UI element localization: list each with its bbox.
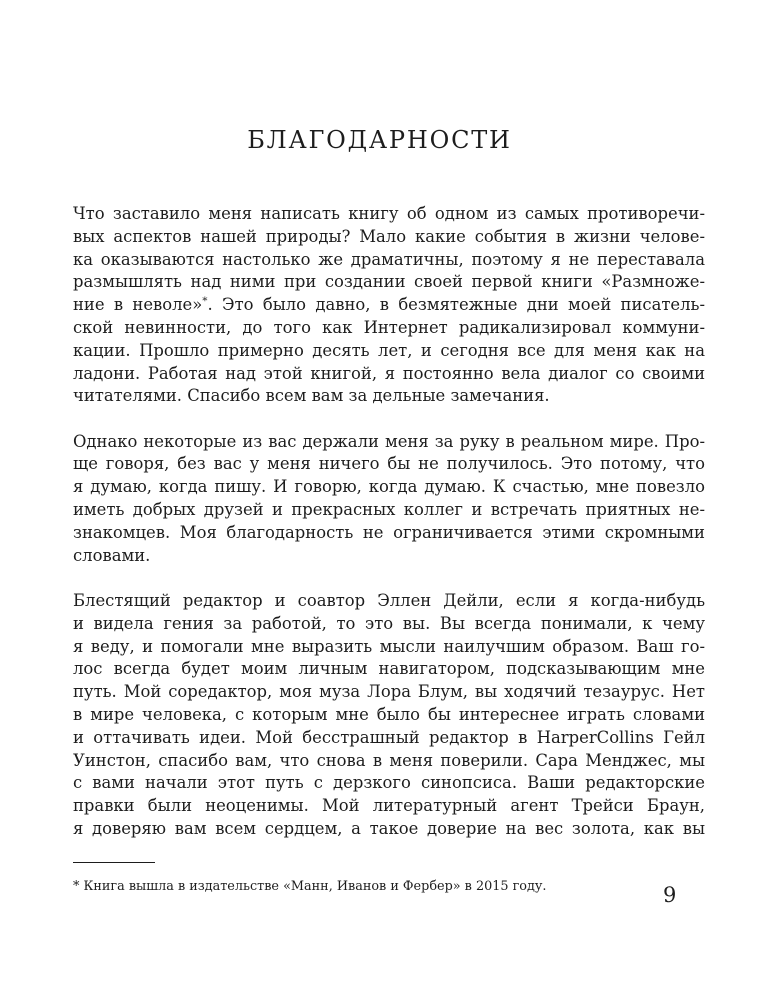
body-text	[73, 203, 705, 841]
text-line: кации. Прошло примерно десять лет, и сегодня все для меня как на	[73, 340, 705, 360]
text-line: знакомцев. Моя благодарность не ограничивается этими скромными	[73, 522, 705, 542]
page-number: 9	[663, 883, 677, 907]
text-line: в мире человека, с которым мне было бы интереснее играть словами	[73, 704, 705, 724]
text-line: ладони. Работая над этой книгой, я постоянно вела диалог со своими	[73, 363, 705, 383]
paragraph	[73, 590, 705, 841]
text-line: ще говоря, без вас у меня ничего бы не получилось. Это потому, что	[73, 454, 705, 474]
page-title: БЛАГОДАРНОСТИ	[247, 126, 512, 154]
text-line: иметь добрых друзей и прекрасных коллег и встречать приятных не-	[73, 500, 705, 520]
text-line: Однако некоторые из вас держали меня за руку в реальном мире. Про-	[73, 431, 705, 451]
paragraph	[73, 431, 705, 568]
text-line: и видела гения за работой, то это вы. Вы всегда понимали, к чему	[73, 613, 705, 633]
text-line: Блестящий редактор и соавтор Эллен Дейли, если я когда-нибудь	[73, 590, 705, 610]
text-line: вых аспектов нашей природы? Мало какие события в жизни челове-	[73, 226, 705, 246]
text-line: Уинстон, спасибо вам, что снова в меня поверили. Сара Менджес, мы	[73, 750, 705, 770]
text-line: с вами начали этот путь с дерзкого синопсиса. Ваши редакторские	[73, 773, 705, 793]
text-line-segment: ние в неволе»	[73, 295, 203, 315]
text-line: лос всегда будет моим личным навигатором, подсказывающим мне	[73, 659, 705, 679]
text-line: ка оказываются настолько же драматичны, поэтому я не переставала	[73, 249, 705, 269]
text-line: путь. Мой соредактор, моя муза Лора Блум, вы ходячий тезаурус. Нет	[73, 682, 705, 702]
text-line-segment: . Это было давно, в безмятежные дни моей писатель-	[207, 295, 706, 315]
text-line: я доверяю вам всем сердцем, а такое доверие на вес золота, как вы	[73, 818, 705, 838]
text-line: ской невинности, до того как Интернет радикализировал коммуни-	[73, 317, 705, 337]
text-line: я думаю, когда пишу. И говорю, когда думаю. К счастью, мне повезло	[73, 477, 705, 497]
text-line: читателями. Спасибо всем вам за дельные замечания.	[73, 386, 550, 406]
text-line: правки были неоценимы. Мой литературный агент Трейси Браун,	[73, 796, 705, 816]
footnote-mark: *	[202, 295, 208, 308]
text-line: и оттачивать идеи. Мой бесстрашный редактор в HarperCollins Гейл	[73, 727, 705, 747]
text-line: словами.	[73, 545, 151, 565]
footnote-rule	[73, 862, 155, 863]
footnote: * Книга вышла в издательстве «Манн, Иванов и Фербер» в 2015 году.	[73, 879, 547, 894]
paragraph	[73, 203, 705, 408]
text-line: Что заставило меня написать книгу об одном из самых противоречи-	[73, 204, 705, 223]
text-line	[73, 294, 705, 317]
text-line: я веду, и помогали мне выразить мысли наилучшим образом. Ваш го-	[73, 636, 705, 656]
text-line: размышлять над ними при создании своей первой книги «Размноже-	[73, 272, 705, 292]
